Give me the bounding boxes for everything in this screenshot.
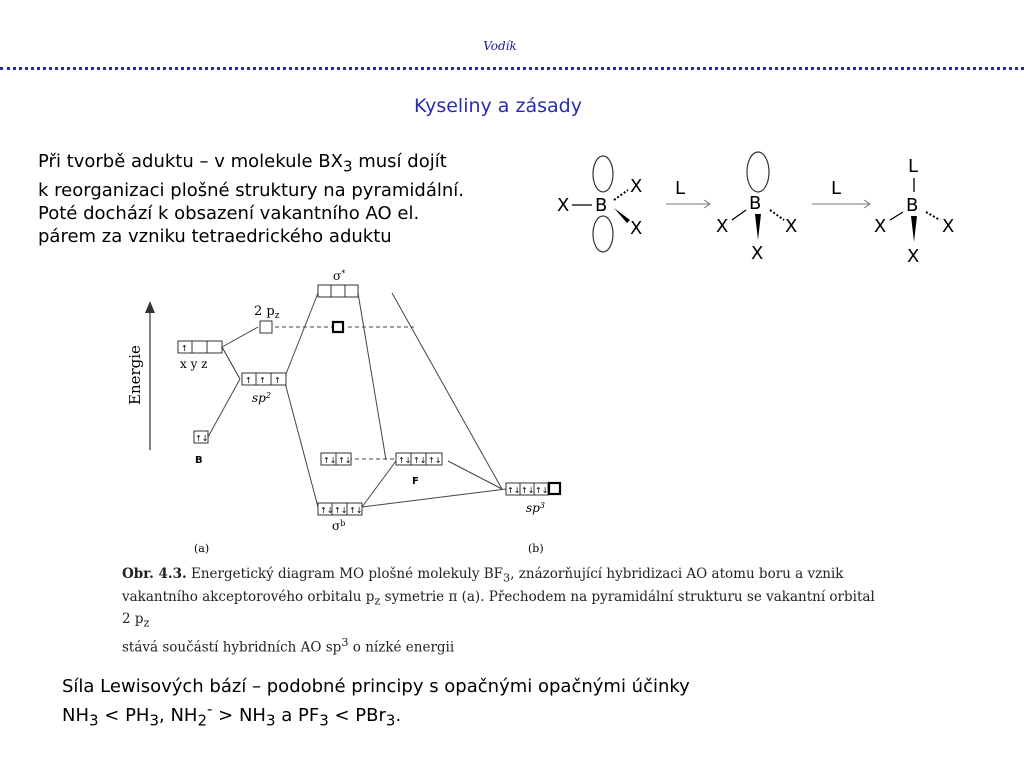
p-lobe-upper (593, 156, 613, 192)
xyz-up-arrow: ↑ (181, 344, 188, 353)
atom-x-bottom: X (630, 218, 643, 239)
caption-line-1: Obr. 4.3. Energetický diagram MO plošné molekuly $BF_3$, znázorňující hybridizaci AO atomu boru a vznik (122, 566, 844, 585)
atom-b-2: B (749, 193, 762, 214)
lewis-base-text (62, 675, 822, 733)
bottom-line-1: Síla Lewisových bází – podobné principy s opačnými opačnými účinky (62, 676, 690, 697)
intro-text (38, 150, 558, 248)
p2z-label: 2 $p_z$ (254, 304, 280, 321)
caption-line-3: stává součástí hybridních AO $sp^3$ o nízké energii (122, 636, 455, 656)
atom-x-3c: X (907, 246, 920, 267)
intro-line-1-sub: 3 (342, 157, 353, 176)
sp3-pair-1: ↑↓ (507, 486, 521, 495)
sigma-b-level (318, 503, 362, 533)
vacant-pz-box (333, 322, 343, 332)
f-pair-3: ↑↓ (428, 456, 442, 465)
atom-b: B (595, 195, 608, 216)
mo-diagram (118, 265, 578, 565)
caption-number: Obr. 4.3. (122, 566, 187, 582)
energy-axis-label: Energie (126, 345, 144, 405)
p-lobe-lower (593, 216, 613, 252)
sp2-up-3: ↑ (274, 376, 281, 385)
figure-caption (122, 565, 882, 658)
ligand-l-1: L (675, 178, 686, 199)
nb-pair-1: ↑↓ (323, 456, 337, 465)
atom-b-3: B (906, 195, 919, 216)
f-label: F (412, 476, 419, 487)
sp3-pair-2: ↑↓ (521, 486, 535, 495)
f-pair-2: ↑↓ (413, 456, 427, 465)
pyramidal-bx3 (716, 152, 797, 264)
ligand-l-2: L (831, 178, 842, 199)
atom-x-3a: X (874, 216, 887, 237)
boron-2p-level (178, 341, 222, 371)
f-pair-1: ↑↓ (398, 456, 412, 465)
b-2s-pair: ↑↓ (195, 434, 209, 443)
header-title: Vodík (483, 39, 517, 53)
p-lobe-top (747, 152, 769, 192)
sigma-star-level (318, 269, 358, 297)
intro-line-3: Poté dochází k obsazení vakantního AO el. (38, 202, 420, 224)
xyz-label: x y z (180, 357, 208, 371)
caption-line-2: vakantního akceptorového orbitalu $p_z$ symetrie π (a). Přechodem na pyramidální strukturu se vakantní orbital 2 $p_z$ (122, 588, 875, 631)
atom-x-top: X (630, 176, 643, 197)
sigma-b-label: $\sigma^b$ (332, 519, 346, 533)
p2z-level (254, 304, 343, 333)
atom-x-left: X (557, 195, 570, 216)
atom-x-2b: X (785, 216, 798, 237)
sp3-level (506, 483, 560, 515)
slide-title: Kyseliny a zásady (414, 95, 582, 117)
vacant-sp3-box (549, 483, 560, 494)
sp3-label: $sp^3$ (526, 501, 545, 515)
reaction-scheme (548, 148, 968, 268)
panel-b-label: (b) (528, 542, 544, 555)
sb-pair-1: ↑↓ (320, 506, 334, 515)
planar-bx3 (557, 156, 642, 252)
nb-pair-2: ↑↓ (338, 456, 352, 465)
sp3-pair-3: ↑↓ (535, 486, 549, 495)
atom-x-2a: X (716, 216, 729, 237)
atom-x-2c: X (751, 243, 764, 264)
intro-line-1-pre: Při tvorbě aduktu – v molekule BX (38, 151, 343, 172)
sp2-label: $sp^2$ (252, 391, 271, 405)
boron-2s-level (194, 431, 208, 466)
sp2-up-1: ↑ (245, 376, 252, 385)
sp2-level (242, 373, 286, 405)
sp2-up-2: ↑ (259, 376, 266, 385)
panel-a-label: (a) (194, 542, 210, 555)
atom-l-3: L (908, 156, 919, 177)
intro-line-1-post: musí dojít (352, 151, 447, 172)
bottom-line-2: $NH_3 < PH_3$, $NH_2^- > NH_3$ a $PF_3 < PBr_3$. (62, 700, 402, 730)
sb-pair-3: ↑↓ (349, 506, 363, 515)
intro-line-4: párem za vzniku tetraedrického aduktu (38, 225, 392, 247)
fluorine-nonbonding (321, 453, 442, 487)
header-divider (0, 67, 1024, 70)
sigma-star-label: σ* (333, 269, 346, 283)
sb-pair-2: ↑↓ (334, 506, 348, 515)
atom-x-3b: X (942, 216, 955, 237)
b-label: B (195, 455, 203, 466)
tetrahedral-adduct (874, 156, 954, 267)
intro-line-1 (38, 150, 558, 179)
intro-line-2: k reorganizaci plošné struktury na pyramidální. (38, 179, 465, 201)
